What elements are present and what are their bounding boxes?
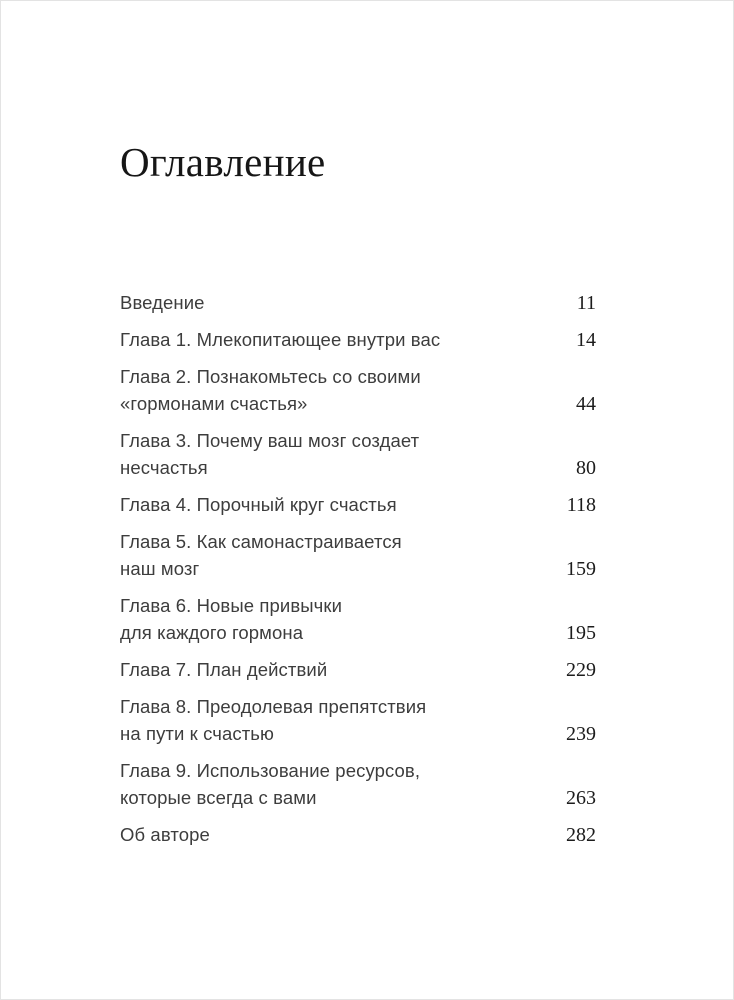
toc-entry-label	[120, 363, 421, 417]
toc-entry-row	[120, 491, 596, 518]
toc-entry-label	[120, 592, 342, 646]
toc-entry-line: Глава 8. Преодолевая препятствия	[120, 696, 427, 718]
toc-entry-line: Глава 1. Млекопитающее внутри вас	[120, 329, 441, 351]
toc-entry-page-number: 14	[576, 329, 596, 352]
toc-entry-line: которые всегда с вами	[120, 787, 317, 809]
toc-entry-label	[120, 757, 420, 811]
toc-entry-page-number: 11	[576, 292, 596, 315]
toc-entry-label	[120, 821, 210, 848]
toc-list	[120, 289, 596, 848]
toc-entry-page-number: 239	[566, 723, 596, 746]
toc-entry-row	[120, 427, 596, 481]
toc-entry-line: «гормонами счастья»	[120, 393, 308, 415]
toc-entry-line: на пути к счастью	[120, 723, 274, 745]
toc-entry-line: Глава 3. Почему ваш мозг создает	[120, 430, 420, 452]
toc-entry-line: Глава 7. План действий	[120, 659, 328, 681]
toc-entry-page-number: 195	[566, 622, 596, 645]
toc-entry-page-number: 229	[566, 659, 596, 682]
toc-entry-line: для каждого гормона	[120, 622, 304, 644]
toc-entry-row	[120, 757, 596, 811]
toc-entry-line: Глава 2. Познакомьтесь со своими	[120, 366, 421, 388]
toc-entry-line: Введение	[120, 292, 205, 314]
toc-entry-row	[120, 528, 596, 582]
toc-entry-page-number: 118	[566, 494, 596, 517]
toc-entry-label	[120, 326, 440, 353]
toc-entry-row	[120, 326, 596, 353]
toc-entry-line: Об авторе	[120, 824, 210, 846]
toc-entry-page-number: 159	[566, 558, 596, 581]
toc-entry-line: Глава 9. Использование ресурсов,	[120, 760, 421, 782]
toc-entry-label	[120, 656, 327, 683]
toc-entry-row	[120, 821, 596, 848]
toc-entry-page-number: 44	[576, 393, 596, 416]
toc-entry-line: Глава 4. Порочный круг счастья	[120, 494, 397, 516]
toc-entry-line: Глава 6. Новые привычки	[120, 595, 343, 617]
toc-entry-label	[120, 693, 426, 747]
toc-entry-label	[120, 528, 402, 582]
toc-entry-page-number: 80	[576, 457, 596, 480]
toc-entry-line: Глава 5. Как самонастраивается	[120, 531, 402, 553]
toc-entry-line: наш мозг	[120, 558, 200, 580]
toc-entry-label	[120, 427, 419, 481]
toc-entry-row	[120, 656, 596, 683]
toc-entry-row	[120, 289, 596, 316]
page-title: Оглавление	[120, 139, 326, 185]
toc-entry-page-number: 282	[566, 824, 596, 847]
toc-entry-row	[120, 363, 596, 417]
toc-entry-label	[120, 491, 397, 518]
toc-entry-page-number: 263	[566, 787, 596, 810]
toc-entry-label	[120, 289, 205, 316]
toc-entry-row	[120, 592, 596, 646]
toc-entry-line: несчастья	[120, 457, 208, 479]
toc-entry-row	[120, 693, 596, 747]
